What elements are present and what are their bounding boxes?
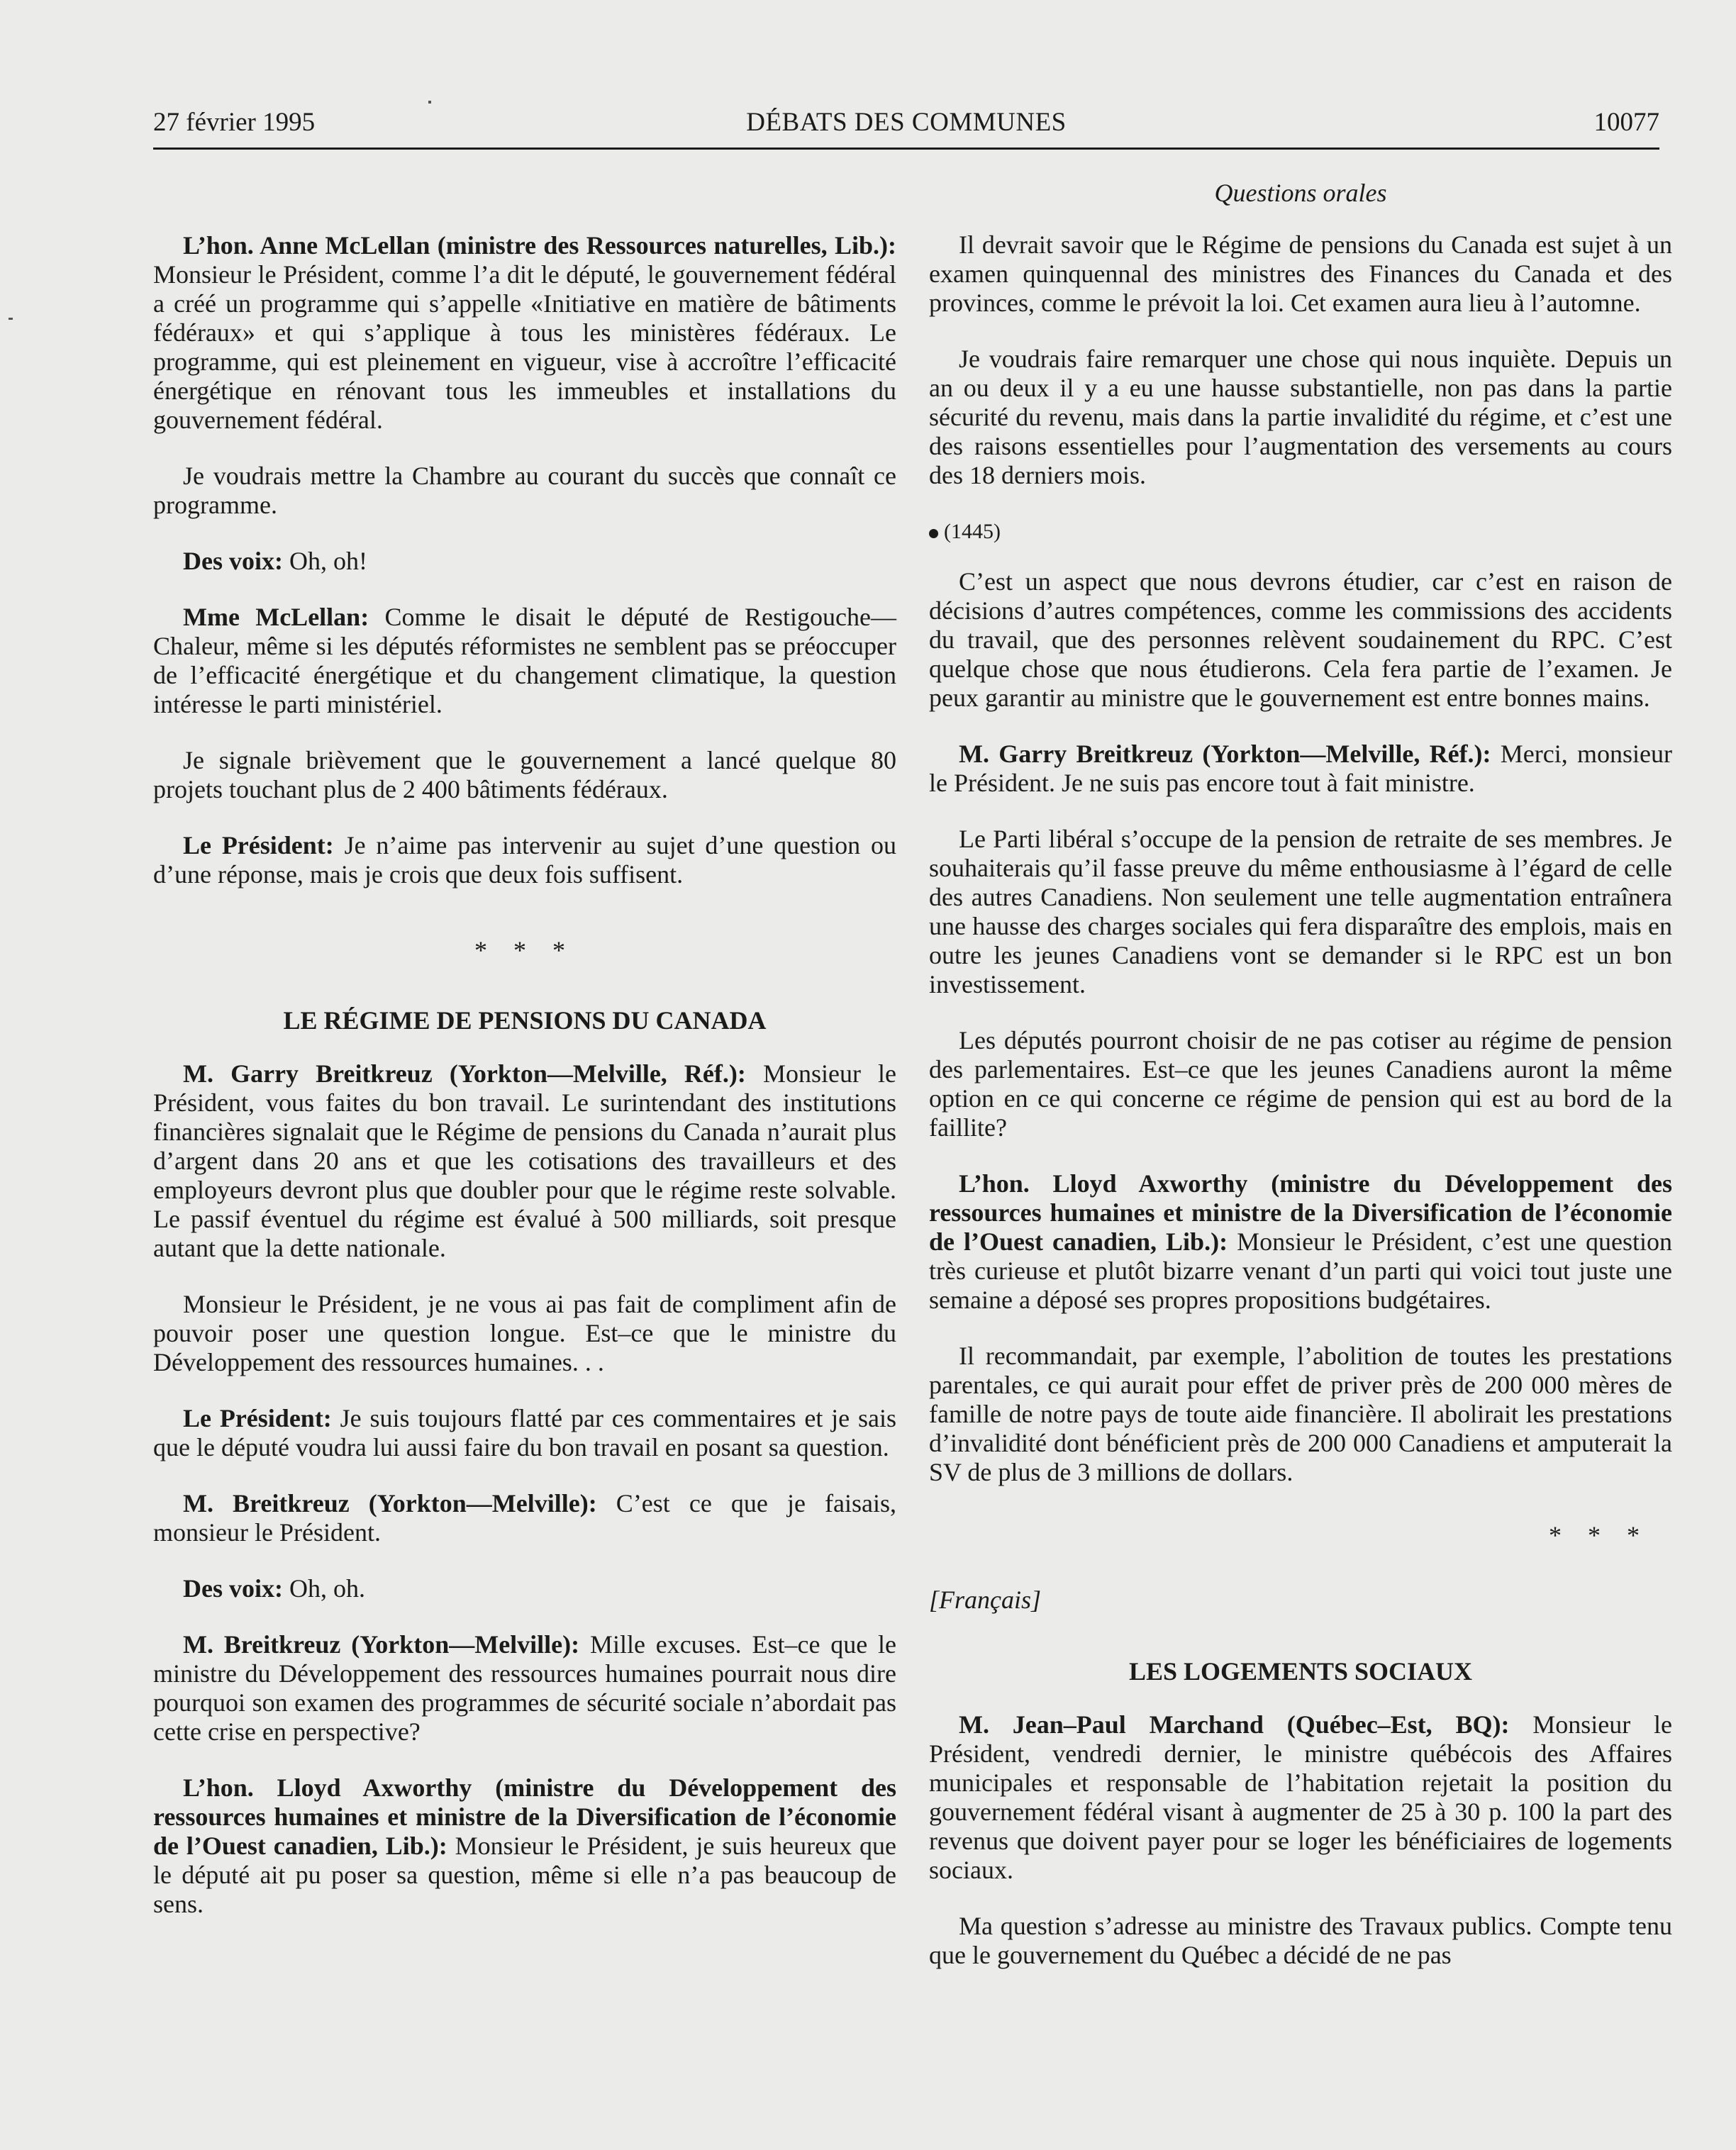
paragraph [929, 1710, 1672, 1885]
speaker-name: Des voix: [183, 1574, 283, 1603]
speaker-name: M. Breitkreuz (Yorkton—Melville): [183, 1489, 597, 1517]
section-heading-logements: LES LOGEMENTS SOCIAUX [1128, 1657, 1473, 1686]
paragraph-text: Monsieur le Président, vous faites du bon travail. Le surintendant des institutions financières signalait que le Régime de pensions du Canada n’aurait plus d’argent dans 20 ans et que les cotisations des travailleurs et des employeurs devront plus que doubler pour que le régime reste solvable. Le passif éventuel du régime est évalué à 500 milliards, soit presque autant que la dette nationale. [153, 1059, 896, 1262]
speaker-name: M. Breitkreuz (Yorkton—Melville): [183, 1630, 580, 1659]
paragraph-text: Il devrait savoir que le Régime de pensions du Canada est sujet à un examen quinquennal des ministres des Finances du Canada et des provinces, comme le prévoit la loi. Cet examen aura lieu à l’automne. [929, 230, 1672, 317]
paragraph-text: Merci, monsieur le Président. Je ne suis pas encore tout à fait ministre. [929, 740, 1672, 797]
paragraph-text: Monsieur le Président, je ne vous ai pas fait de compliment afin de pouvoir poser une question longue. Est–ce que le ministre du Développement des ressources humaines. . . [153, 1290, 896, 1376]
paragraph [153, 1404, 896, 1462]
paragraph [153, 231, 896, 435]
paragraph [929, 740, 1672, 798]
paragraph-text: Le Parti libéral s’occupe de la pension de retraite de ses membres. Je souhaiterais qu’il fasse preuve du même enthousiasme à l’égard de celle des autres Canadiens. Non seulement une telle augmentation entraînera une hausse des charges sociales qui fera disparaître des emplois, mais en outre les jeunes Canadiens vont se demander si le RPC est un bon investissement. [929, 825, 1672, 998]
speaker-name: L’hon. Anne McLellan (ministre des Ressources naturelles, Lib.): [183, 231, 896, 260]
speaker-name: Mme McLellan: [183, 603, 369, 631]
paragraph [929, 230, 1672, 318]
paragraph [929, 1169, 1672, 1315]
speaker-name: Le Président: [183, 831, 334, 859]
paragraph [153, 746, 896, 804]
paragraph-text: C’est ce que je faisais, monsieur le Président. [153, 1489, 897, 1547]
speaker-name: Des voix: [183, 547, 283, 575]
paragraph-text: Je signale brièvement que le gouvernement a lancé quelque 80 projets touchant plus de 2 400 bâtiments fédéraux. [153, 746, 896, 803]
paragraph-text: Il recommandait, par exemple, l’abolition de toutes les prestations parentales, ce qui aurait pour effet de priver près de 200 000 mères de famille de notre pays de toute aide financière. Il abolirait les prestations d’invalidité dont bénéficient près de 200 000 Canadiens et amputerait la SV de plus de 3 millions de dollars. [929, 1342, 1672, 1486]
paragraph-text: Comme le disait le député de Restigouche—Chaleur, même si les députés réformistes ne semblent pas se préoccuper de l’efficacité énergétique et du changement climatique, la question intéresse le parti ministériel. [153, 603, 896, 718]
paragraph-text: Ma question s’adresse au ministre des Travaux publics. Compte tenu que le gouvernement du Québec a décidé de ne pas [929, 1912, 1672, 1969]
paragraph-text: Je n’aime pas intervenir au sujet d’une question ou d’une réponse, mais je crois que deux fois suffisent. [153, 831, 897, 889]
paragraph [153, 462, 896, 520]
right-column [929, 179, 1672, 1997]
paragraph-text: Monsieur le Président, vendredi dernier, le ministre québécois des Affaires municipales et responsable de l’habitation rejetait la position du gouvernement fédéral visant à augmenter de 25 à 30 p. 100 la part des revenus que doivent payer pour se loger les bénéficiaires de logements sociaux. [929, 1710, 1673, 1884]
paragraph-text: Mille excuses. Est–ce que le ministre du Développement des ressources humaines pourrait nous dire pourquoi son examen des programmes de sécurité sociale n’abordait pas cette crise en perspective? [153, 1630, 896, 1746]
paragraph-text: Monsieur le Président, je suis heureux que le député ait pu poser sa question, même si elle n’a pas beaucoup de sens. [153, 1832, 897, 1918]
scan-speck [428, 101, 431, 104]
header-title: DÉBATS DES COMMUNES [746, 108, 1067, 137]
paragraph [929, 1912, 1672, 1970]
bullet-icon [929, 529, 938, 538]
section-heading-pensions: LE RÉGIME DE PENSIONS DU CANADA [283, 1006, 767, 1035]
paragraph [929, 1342, 1672, 1487]
paragraph [153, 603, 896, 719]
section-separator-right: * * * [1549, 1521, 1649, 1549]
paragraph [153, 1489, 896, 1547]
header-rule [153, 147, 1659, 150]
language-tag: [Français] [929, 1586, 1042, 1614]
paragraph [929, 825, 1672, 999]
paragraph [153, 1574, 896, 1603]
speaker-name: M. Garry Breitkreuz (Yorkton—Melville, Réf.): [183, 1059, 746, 1088]
speaker-name: L’hon. Lloyd Axworthy (ministre du Développement des ressources humaines et ministre de la Diversification de l’économie de l’Ouest canadien, Lib.): [929, 1169, 1672, 1256]
paragraph [929, 345, 1672, 490]
scan-speck [9, 318, 13, 320]
page-number: 10077 [1593, 108, 1659, 137]
paragraph [929, 567, 1672, 713]
left-paragraphs-1 [153, 231, 896, 889]
paragraph [153, 547, 896, 576]
paragraph-text: C’est un aspect que nous devrons étudier, car c’est en raison de décisions d’autres compétences, comme les commissions des accidents du travail, que des personnes relèvent soudainement du RPC. C’est quelque chose que nous étudierons. Cela fera partie de l’examen. Je peux garantir au ministre que le gouvernement est entre bonnes mains. [929, 567, 1672, 712]
paragraph [153, 831, 896, 889]
time-marker [929, 517, 1672, 546]
paragraph [153, 1059, 896, 1263]
paragraph-text: Je suis toujours flatté par ces commentaires et je sais que le député voudra lui aussi faire du bon travail en posant sa question. [153, 1404, 896, 1461]
header-date: 27 février 1995 [153, 108, 316, 137]
paragraph-text: Oh, oh! [282, 547, 367, 575]
paragraph-text: Monsieur le Président, c’est une question très curieuse et plutôt bizarre venant d’un parti qui voici tout juste une semaine a déposé ses propres propositions budgétaires. [929, 1227, 1672, 1314]
paragraph-text: Je voudrais mettre la Chambre au courant du succès que connaît ce programme. [153, 462, 896, 519]
speaker-name: L’hon. Lloyd Axworthy (ministre du Développement des ressources humaines et ministre de la Diversification de l’économie de l’Ouest canadien, Lib.): [153, 1773, 896, 1860]
speaker-name: Le Président: [183, 1404, 332, 1432]
page-header [153, 105, 1659, 142]
time-marker-text: (1445) [944, 520, 1001, 543]
paragraph-text: Oh, oh. [282, 1574, 365, 1603]
left-paragraphs-2 [153, 1059, 896, 1919]
speaker-name: M. Jean–Paul Marchand (Québec–Est, BQ): [959, 1710, 1510, 1739]
paragraph [929, 1026, 1672, 1142]
right-paragraphs-3 [929, 1710, 1672, 1970]
paragraph-text: Monsieur le Président, comme l’a dit le député, le gouvernement fédéral a créé un programme qui s’appelle «Initiative en matière de bâtiments fédéraux» et qui s’applique à tous les ministères fédéraux. Le programme, qui est pleinement en vigueur, vise à accroître l’efficacité énergétique en rénovant tous les immeubles et installations du gouvernement fédéral. [153, 260, 896, 434]
paragraph [153, 1773, 896, 1919]
paragraph [153, 1630, 896, 1747]
section-separator: * * * [474, 936, 575, 964]
paragraph-text: Je voudrais faire remarquer une chose qui nous inquiète. Depuis un an ou deux il y a eu une hausse substantielle, non pas dans la partie sécurité du revenu, mais dans la partie invalidité du régime, et c’est une des raisons essentielles pour l’augmentation des versements au cours des 18 derniers mois. [929, 345, 1672, 489]
paragraph-text: Les députés pourront choisir de ne pas cotiser au régime de pension des parlementaires. Est–ce que les jeunes Canadiens auront la même option en ce qui concerne ce régime de pension qui est au bord de la faillite? [929, 1026, 1672, 1142]
right-paragraphs-2 [929, 567, 1672, 1487]
speaker-name: M. Garry Breitkreuz (Yorkton—Melville, Réf.): [959, 740, 1491, 768]
running-head: Questions orales [1214, 179, 1387, 207]
right-paragraphs-1 [929, 230, 1672, 490]
paragraph [153, 1290, 896, 1377]
left-column [153, 231, 896, 1946]
